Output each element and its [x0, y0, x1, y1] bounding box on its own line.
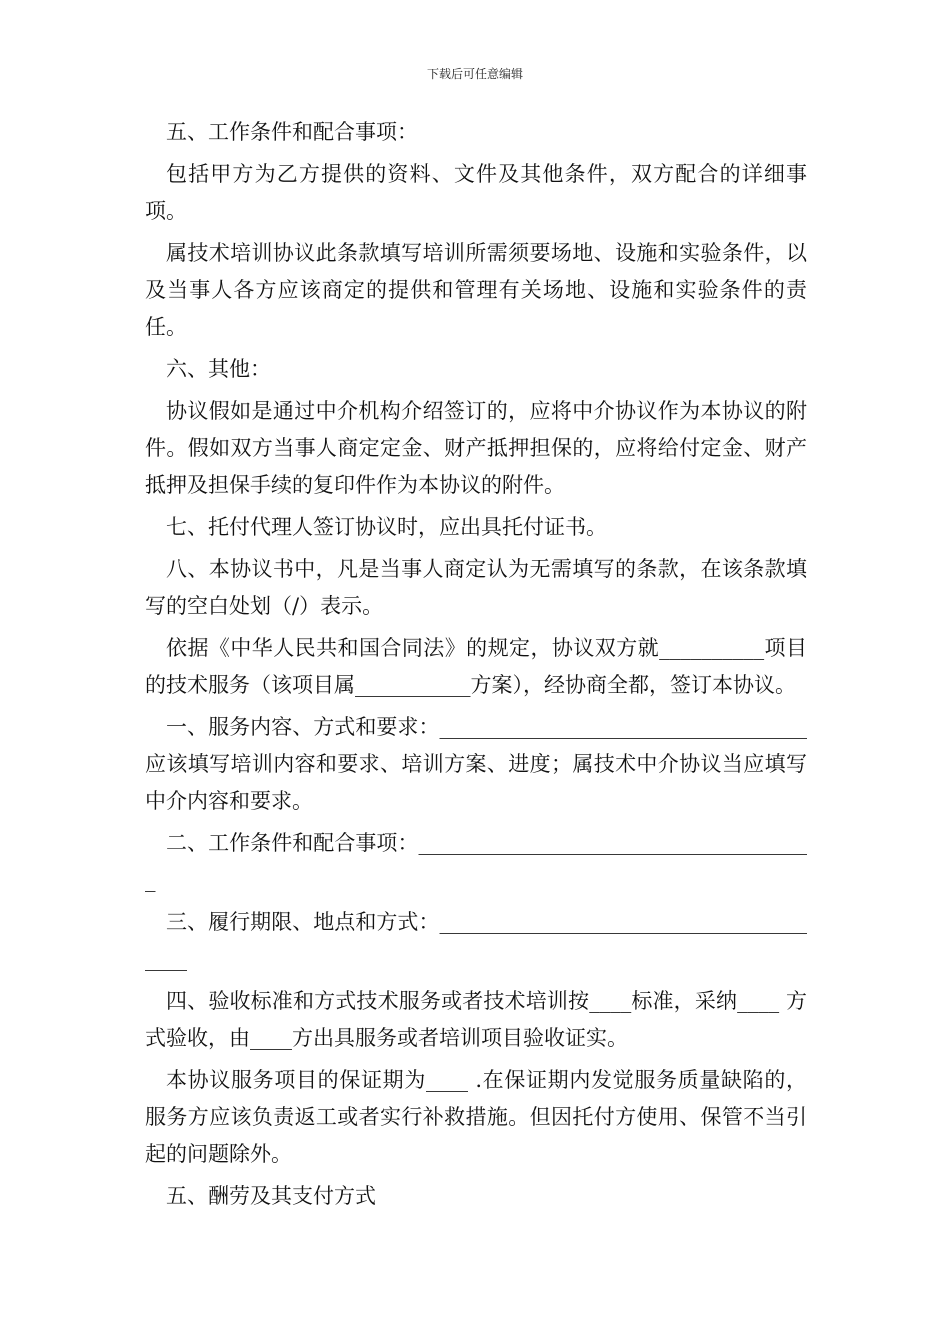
clause-term-place-method: 三、履行期限、地点和方式：_______________________________________ [145, 910, 807, 971]
page-header-note: 下载后可任意编辑 [426, 67, 523, 81]
paragraph-work-conditions-detail: 包括甲方为乙方提供的资料、文件及其他条件，双方配合的详细事项。 [145, 162, 807, 223]
paragraph-contract-basis: 依据《中华人民共和国合同法》的规定，协议双方就__________项目的技术服务（该项目属___________方案），经协商全都，签订本协议。 [145, 636, 807, 697]
paragraph-agent-certificate: 七、托付代理人签订协议时，应出具托付证书。 [166, 515, 607, 539]
document-body [145, 114, 807, 1220]
paragraph-intermediary-attachment: 协议假如是通过中介机构介绍签订的，应将中介协议作为本协议的附件。假如双方当事人商定定金、财产抵押担保的，应将给付定金、财产抵押及担保手续的复印件作为本协议的附件。 [145, 399, 807, 497]
clause-service-content: 一、服务内容、方式和要求：___________________________________应该填写培训内容和要求、培训方案、进度；属技术中介协议当应填写中介内容和要求。 [145, 715, 807, 813]
section-heading-work-conditions: 五、工作条件和配合事项： [166, 120, 418, 144]
clause-remuneration-heading: 五、酬劳及其支付方式 [166, 1184, 376, 1208]
paragraph-warranty-period: 本协议服务项目的保证期为____ .在保证期内发觉服务质量缺陷的，服务方应该负责返工或者实行补救措施。但因托付方使用、保管不当引起的问题除外。 [145, 1068, 807, 1166]
clause-work-conditions: 二、工作条件和配合事项：______________________________________ [145, 831, 807, 892]
section-heading-other: 六、其他： [166, 357, 271, 381]
paragraph-blank-clauses: 八、本协议书中，凡是当事人商定认为无需填写的条款，在该条款填写的空白处划（/）表示。 [145, 557, 807, 618]
clause-acceptance-standard: 四、验收标准和方式技术服务或者技术培训按____标准，采纳____ 方式验收，由____方出具服务或者培训项目验收证实。 [145, 989, 807, 1050]
paragraph-training-facilities: 属技术培训协议此条款填写培训所需须要场地、设施和实验条件，以及当事人各方应该商定的提供和管理有关场地、设施和实验条件的责任。 [145, 241, 807, 339]
